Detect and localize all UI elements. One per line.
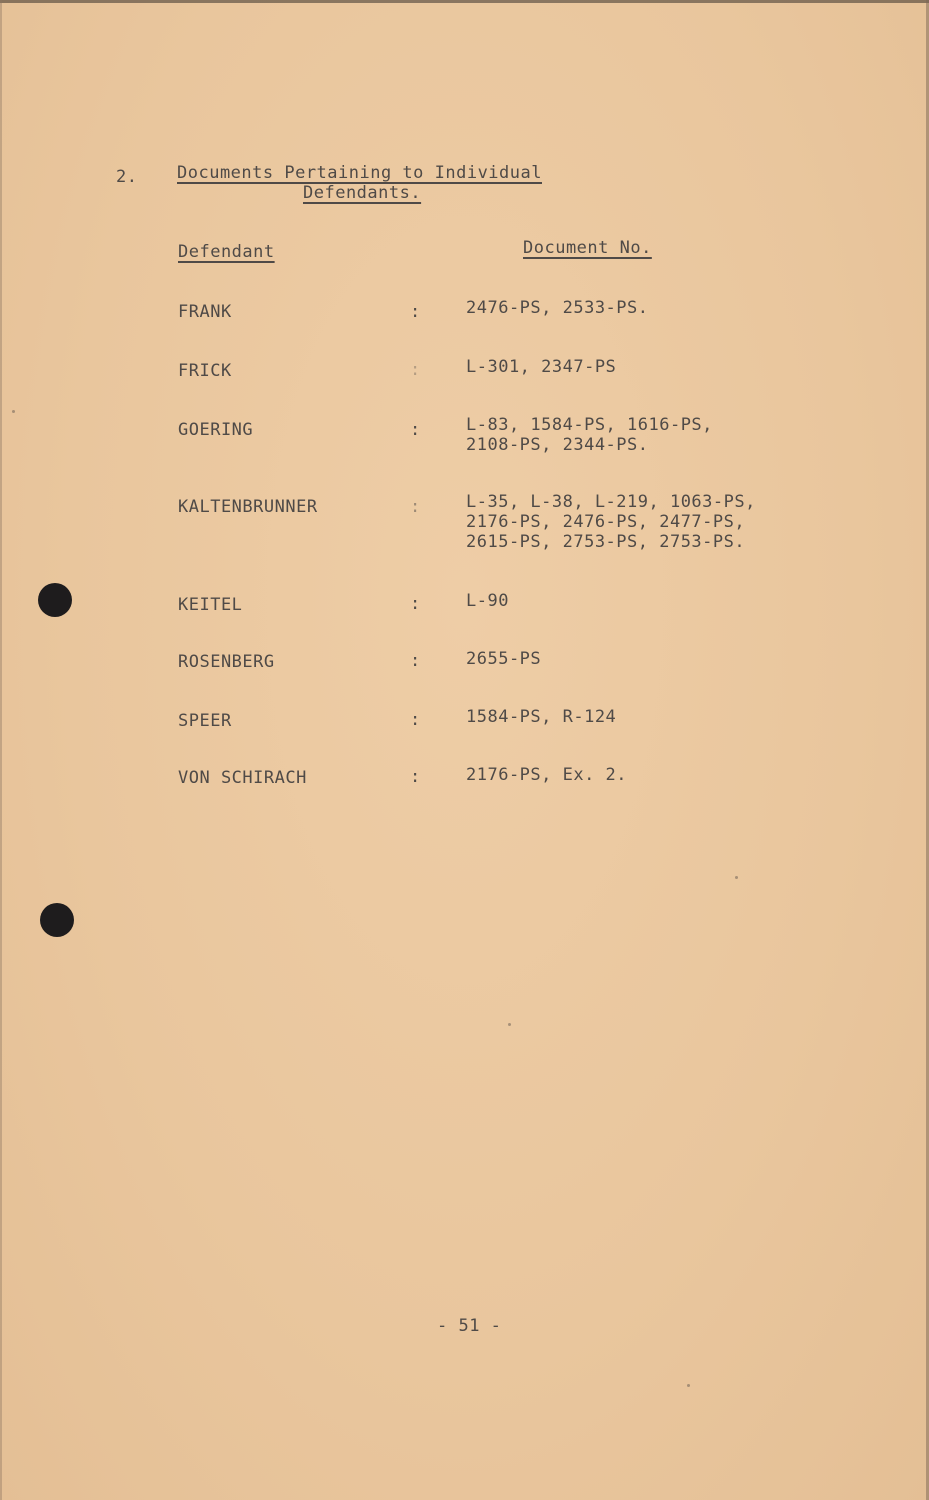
speck	[508, 1023, 511, 1026]
document-numbers: 1584-PS, R-124	[466, 707, 617, 727]
document-numbers: 2476-PS, 2533-PS.	[466, 298, 649, 318]
section-title-line2: Defendants.	[303, 183, 422, 203]
section-title-line1: Documents Pertaining to Individual	[177, 163, 542, 183]
defendant-name: FRICK	[178, 361, 232, 381]
column-header-document-no: Document No.	[523, 238, 652, 258]
punch-hole-bottom	[40, 903, 74, 937]
defendant-name: GOERING	[178, 420, 254, 440]
separator-colon: :	[410, 497, 421, 517]
defendant-name: VON SCHIRACH	[178, 768, 307, 788]
defendant-name: SPEER	[178, 711, 232, 731]
document-numbers: 2176-PS, Ex. 2.	[466, 765, 628, 785]
separator-colon: :	[410, 360, 421, 380]
speck	[12, 410, 15, 413]
page-edge-left	[0, 0, 2, 1500]
section-number: 2.	[116, 167, 138, 187]
punch-hole-top	[38, 583, 72, 617]
defendant-name: KEITEL	[178, 595, 243, 615]
separator-colon: :	[410, 594, 421, 614]
separator-colon: :	[410, 710, 421, 730]
document-numbers: L-35, L-38, L-219, 1063-PS, 2176-PS, 2476-PS, 2477-PS, 2615-PS, 2753-PS, 2753-PS.	[466, 492, 756, 552]
defendant-name: FRANK	[178, 302, 232, 322]
speck	[687, 1384, 690, 1387]
separator-colon: :	[410, 651, 421, 671]
document-numbers: L-301, 2347-PS	[466, 357, 617, 377]
document-numbers: 2655-PS	[466, 649, 542, 669]
speck	[735, 876, 738, 879]
document-numbers: L-90	[466, 591, 509, 611]
separator-colon: :	[410, 302, 421, 322]
defendant-name: KALTENBRUNNER	[178, 497, 318, 517]
column-header-defendant: Defendant	[178, 242, 275, 262]
separator-colon: :	[410, 420, 421, 440]
page-number: - 51 -	[437, 1316, 502, 1336]
separator-colon: :	[410, 767, 421, 787]
defendant-name: ROSENBERG	[178, 652, 275, 672]
page-edge-top	[0, 0, 929, 3]
document-numbers: L-83, 1584-PS, 1616-PS, 2108-PS, 2344-PS.	[466, 415, 713, 455]
